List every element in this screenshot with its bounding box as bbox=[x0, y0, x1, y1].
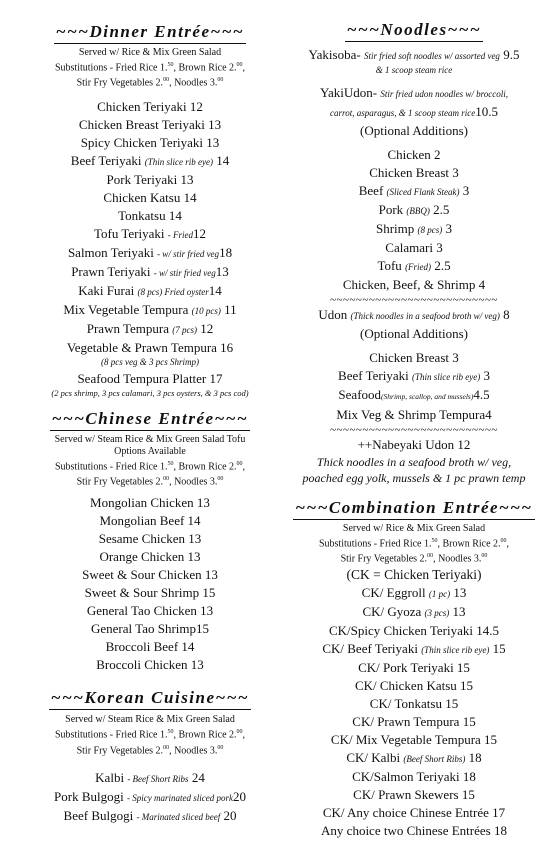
menu-item: Mix Vegetable Tempura (10 pcs) 11 bbox=[63, 301, 237, 317]
chinese-header: ~~~Chinese Entrée~~~ bbox=[50, 409, 250, 431]
menu-item: Mongolian Beef 14 bbox=[99, 513, 201, 529]
menu-item: Any choice two Chinese Entrées 18 bbox=[321, 822, 507, 838]
menu-item-yakiudon: YakiUdon- Stir fried udon noodles w/ broccoli, bbox=[319, 85, 509, 100]
combo-section bbox=[290, 498, 538, 840]
menu-item: Mongolian Chicken 13 bbox=[90, 495, 210, 511]
addition-item: Seafood(Shrimp, scallop, and mussels)4.5 bbox=[338, 387, 490, 402]
nabeyaki-desc: poached egg yolk, mussels & 1 pc prawn temp bbox=[302, 471, 526, 485]
menu-item: Chicken Teriyaki 12 bbox=[97, 98, 203, 114]
menu-item: Vegetable & Prawn Tempura 16 bbox=[66, 339, 234, 355]
dinner-header: ~~~Dinner Entrée~~~ bbox=[54, 22, 246, 44]
addition-item: Chicken Breast 3 bbox=[369, 165, 459, 180]
dinner-note: Served w/ Rice & Mix Green Salad bbox=[78, 47, 222, 58]
korean-notes bbox=[22, 714, 278, 757]
addition-item: Calamari 3 bbox=[385, 240, 443, 255]
menu-item: Prawn Tempura (7 pcs) 12 bbox=[86, 320, 214, 336]
addition-item: Chicken, Beef, & Shrimp 4 bbox=[342, 277, 486, 292]
combo-items bbox=[290, 584, 538, 840]
menu-item: Seafood Tempura Platter 17 bbox=[77, 370, 223, 386]
menu-item: Pork Bulgogi - Spicy marinated sliced pork20 bbox=[54, 788, 246, 804]
addition-item: Shrimp (8 pcs) 3 bbox=[375, 221, 453, 236]
menu-item: CK/ Pork Teriyaki 15 bbox=[358, 659, 470, 675]
dinner-notes bbox=[22, 47, 278, 90]
korean-note: Served w/ Steam Rice & Mix Green Salad bbox=[65, 714, 235, 726]
menu-item: Kaki Furai (8 pcs) Fried oyster14 bbox=[78, 282, 222, 298]
ck-legend: (CK = Chicken Teriyaki) bbox=[346, 566, 482, 582]
addition-item: Beef (Sliced Flank Steak) 3 bbox=[358, 183, 470, 198]
menu-item: Beef Teriyaki (Thin slice rib eye) 14 bbox=[70, 152, 230, 168]
menu-item-udon: Udon (Thick noodles in a seafood broth w/ veg) 8 bbox=[318, 307, 510, 322]
menu-item-sub: & 1 scoop steam rice bbox=[375, 65, 453, 75]
dinner-section bbox=[22, 22, 278, 399]
chinese-note: Served w/ Steam Rice & Mix Green Salad Tofu bbox=[54, 433, 246, 445]
combo-note: Substitutions - Fried Rice 1.50, Brown Rice 2.00, bbox=[318, 538, 510, 550]
menu-item: Tonkatsu 14 bbox=[118, 207, 182, 223]
menu-item: CK/ Gyoza (3 pcs) 13 bbox=[362, 603, 466, 619]
menu-item: CK/ Beef Teriyaki (Thin slice rib eye) 15 bbox=[322, 640, 506, 656]
korean-note: Substitutions - Fried Rice 1.50, Brown Rice 2.00, bbox=[54, 729, 246, 741]
chinese-note: Substitutions - Fried Rice 1.50, Brown Rice 2.00, bbox=[54, 460, 246, 472]
combo-note: Stir Fry Vegetables 2.00, Noodles 3.00 bbox=[340, 553, 488, 565]
left-column bbox=[22, 0, 278, 826]
chinese-section bbox=[22, 409, 278, 675]
korean-section bbox=[22, 688, 278, 826]
right-column bbox=[290, 0, 538, 840]
additions-list bbox=[290, 146, 538, 294]
menu-item: Beef Bulgogi - Marinated sliced beef 20 bbox=[63, 807, 237, 823]
menu-item: CK/ Any choice Chinese Entrée 17 bbox=[322, 804, 506, 820]
menu-item-yakisoba: Yakisoba- Stir fried soft noodles w/ assorted veg 9.5 bbox=[308, 47, 520, 62]
menu-item: CK/ Eggroll (1 pc) 13 bbox=[361, 584, 467, 600]
menu-item: Spicy Chicken Teriyaki 13 bbox=[80, 134, 220, 150]
chinese-note: Options Available bbox=[114, 445, 186, 457]
menu-item: Kalbi - Beef Short Ribs 24 bbox=[95, 769, 205, 785]
menu-item: Tofu Teriyaki - Fried12 bbox=[93, 225, 206, 241]
menu-item: Sesame Chicken 13 bbox=[98, 531, 202, 547]
menu-item: General Tao Shrimp15 bbox=[91, 621, 209, 637]
menu-item: CK/ Chicken Katsu 15 bbox=[354, 677, 474, 693]
menu-item-nabeyaki: ++Nabeyaki Udon 12 bbox=[357, 437, 471, 452]
addition-item: Mix Veg & Shrimp Tempura4 bbox=[336, 407, 492, 422]
tilde-divider: ~~~~~~~~~~~~~~~~~~~~~~~~~~ bbox=[330, 294, 498, 306]
combo-header: ~~~Combination Entrée~~~ bbox=[293, 498, 534, 520]
dinner-items bbox=[22, 98, 278, 399]
menu-item: Chicken Katsu 14 bbox=[103, 189, 197, 205]
menu-item: Orange Chicken 13 bbox=[99, 549, 201, 565]
menu-item: Sweet & Sour Chicken 13 bbox=[82, 567, 218, 583]
menu-item: CK/Salmon Teriyaki 18 bbox=[352, 768, 476, 784]
additions-list bbox=[290, 349, 538, 424]
chinese-notes bbox=[22, 434, 278, 489]
addition-item: Beef Teriyaki (Thin slice rib eye) 3 bbox=[338, 368, 490, 383]
menu-item: Broccoli Beef 14 bbox=[105, 639, 195, 655]
menu-item: CK/ Mix Vegetable Tempura 15 bbox=[330, 731, 498, 747]
menu-item: Salmon Teriyaki - w/ stir fried veg18 bbox=[67, 244, 233, 260]
menu-item: CK/ Prawn Skewers 15 bbox=[353, 786, 475, 802]
nabeyaki-desc: Thick noodles in a seafood broth w/ veg, bbox=[316, 455, 512, 469]
menu-item: Broccoli Chicken 13 bbox=[96, 657, 204, 673]
menu-item: Chicken Breast Teriyaki 13 bbox=[78, 116, 222, 132]
menu-item: CK/ Tonkatsu 15 bbox=[369, 695, 459, 711]
menu-item-sub: (2 pcs shrimp, 3 pcs calamari, 3 pcs oysters, & 3 pcs cod) bbox=[51, 387, 249, 398]
korean-note: Stir Fry Vegetables 2.00, Noodles 3.00 bbox=[76, 744, 224, 756]
addition-item: Tofu (Fried) 2.5 bbox=[377, 258, 451, 273]
chinese-items bbox=[22, 494, 278, 674]
addition-item: Pork (BBQ) 2.5 bbox=[378, 202, 450, 217]
optional-additions-label: (Optional Additions) bbox=[360, 123, 468, 138]
menu-item-sub: (8 pcs veg & 3 pcs Shrimp) bbox=[101, 356, 199, 367]
korean-header: ~~~Korean Cuisine~~~ bbox=[49, 688, 251, 710]
dinner-note: Stir Fry Vegetables 2.00, Noodles 3.00 bbox=[76, 77, 224, 89]
korean-items bbox=[22, 769, 278, 826]
noodles-header: ~~~Noodles~~~ bbox=[345, 20, 483, 42]
menu-item: Prawn Teriyaki - w/ stir fried veg13 bbox=[71, 263, 229, 279]
menu-item-yakiudon-line2: carrot, asparagus, & 1 scoop steam rice10.5 bbox=[330, 104, 498, 119]
menu-item: Sweet & Sour Shrimp 15 bbox=[84, 585, 216, 601]
menu-item: General Tao Chicken 13 bbox=[86, 603, 214, 619]
noodles-section bbox=[290, 20, 538, 486]
addition-item: Chicken 2 bbox=[387, 147, 441, 162]
combo-notes bbox=[290, 523, 538, 566]
menu-item: CK/Spicy Chicken Teriyaki 14.5 bbox=[329, 622, 499, 638]
combo-note: Served w/ Rice & Mix Green Salad bbox=[342, 523, 486, 534]
addition-item: Chicken Breast 3 bbox=[369, 350, 459, 365]
menu-item: Pork Teriyaki 13 bbox=[106, 171, 194, 187]
menu-item: CK/ Prawn Tempura 15 bbox=[352, 713, 476, 729]
dinner-note: Substitutions - Fried Rice 1.50, Brown Rice 2.00, bbox=[54, 62, 246, 74]
menu-item: CK/ Kalbi (Beef Short Ribs) 18 bbox=[346, 749, 482, 765]
tilde-divider: ~~~~~~~~~~~~~~~~~~~~~~~~~~ bbox=[330, 424, 498, 436]
chinese-note: Stir Fry Vegetables 2.00, Noodles 3.00 bbox=[76, 475, 224, 488]
optional-additions-label: (Optional Additions) bbox=[360, 326, 468, 341]
